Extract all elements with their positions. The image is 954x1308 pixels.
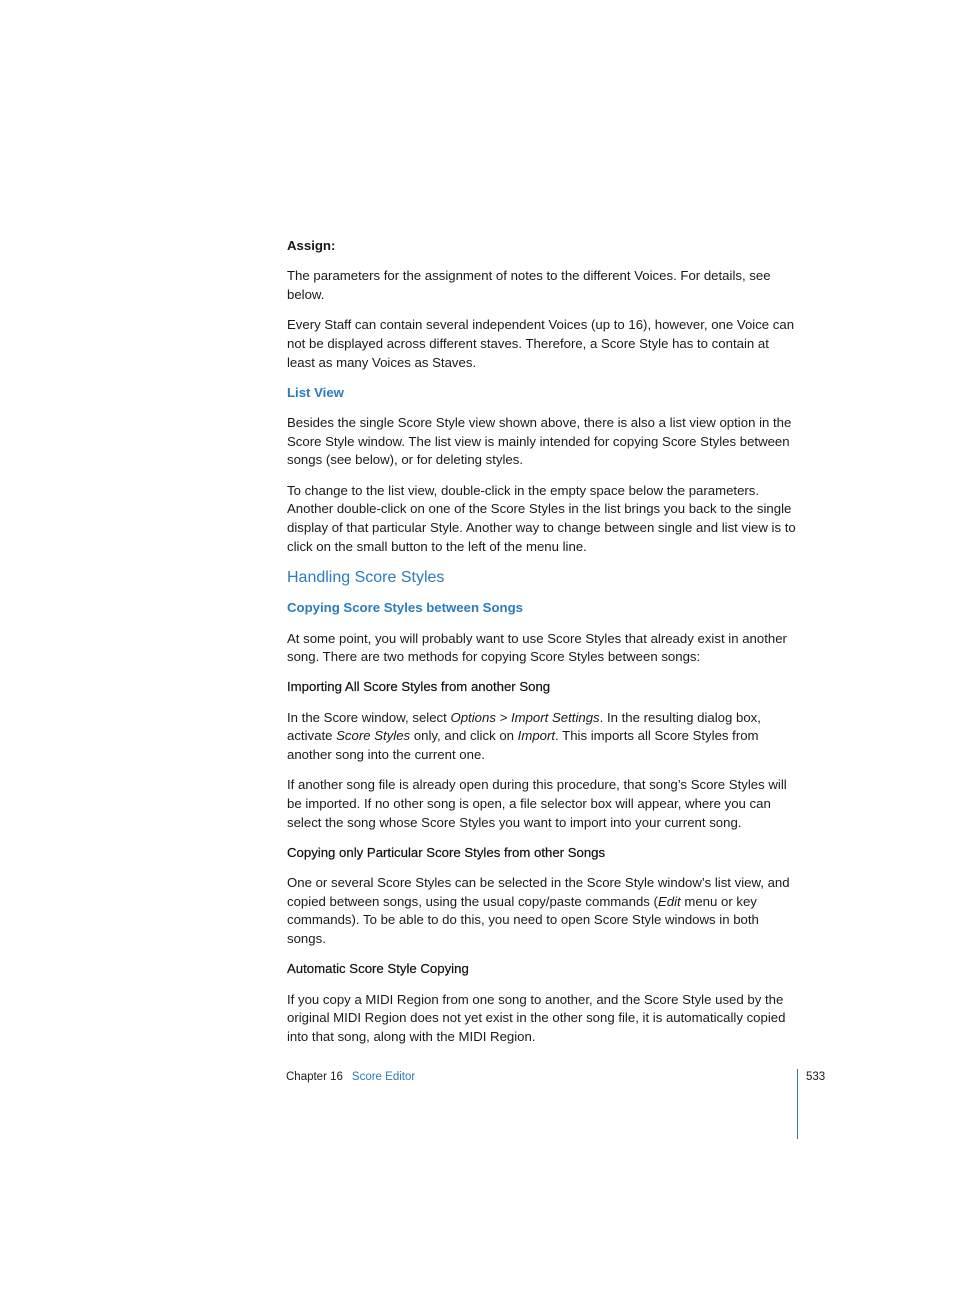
importing-para2: If another song file is already open during this procedure, that song’s Score Styles will be imported. If no other song is open, a file selector box will appear, where you can select the song whose Score Styles you want to import into your current song. [287,777,787,830]
list-view-para2: To change to the list view, double-click in the empty space below the parameters. Another double-click on one of the Score Styles in the list brings you back to the single display of that particular Style. Another way to change between single and list view is to click on the small button to the left of the menu line. [287,482,796,554]
copying-between-songs-heading: Copying Score Styles between Songs [287,600,523,616]
page-number: 533 [806,1071,826,1083]
voices-paragraph: Every Staff can contain several independent Voices (up to 16), however, one Voice can not be displayed across different staves. Therefore, a Score Style has to contain at least as many Voices as Staves. [287,317,795,370]
page-body [287,237,799,1058]
automatic-label: Automatic Score Style Copying [287,961,469,977]
assign-label: Assign: [287,238,336,253]
handling-intro: At some point, you will probably want to use Score Styles that already exist in another song. There are two methods for copying Score Styles between songs: [287,630,787,665]
list-view-para1: Besides the single Score Style view shown above, there is also a list view option in the Score Style window. The list view is mainly intended for copying Score Styles between songs (see below), or for deleting styles. [287,414,792,468]
automatic-para: If you copy a MIDI Region from one song to another, and the Score Style used by the original MIDI Region does not yet exist in the other song file, it is automatically copied into that song, along with the MIDI Region. [287,991,786,1044]
footer-chapter-title: Score Editor [351,1071,416,1083]
edit-menu: Edit [657,893,681,909]
score-styles-option: Score Styles [336,728,411,744]
page-footer [286,1069,415,1085]
footer-divider [797,1069,798,1139]
importing-label: Importing All Score Styles from another Song [287,679,551,695]
menu-path: Options > Import Settings [450,709,600,725]
import-option: Import [517,728,556,744]
assign-text: The parameters for the assignment of notes to the different Voices. For details, see below. [287,268,771,302]
importing-para1: In the Score window, select Options > Import Settings. In the resulting dialog box, activate Score Styles only, and click on Import. This imports all Score Styles from another song into the current one. [287,709,761,763]
handling-heading: Handling Score Styles [287,568,445,586]
list-view-heading: List View [287,384,344,400]
copying-particular-para: One or several Score Styles can be selected in the Score Style window’s list view, and copied between songs, using the usual copy/paste commands (Edit menu or key commands). To be able to do this, you need to open Score Style windows in both songs. [287,875,790,947]
footer-chapter: Chapter 16 [286,1071,343,1083]
copying-particular-label: Copying only Particular Score Styles from other Songs [287,844,606,860]
